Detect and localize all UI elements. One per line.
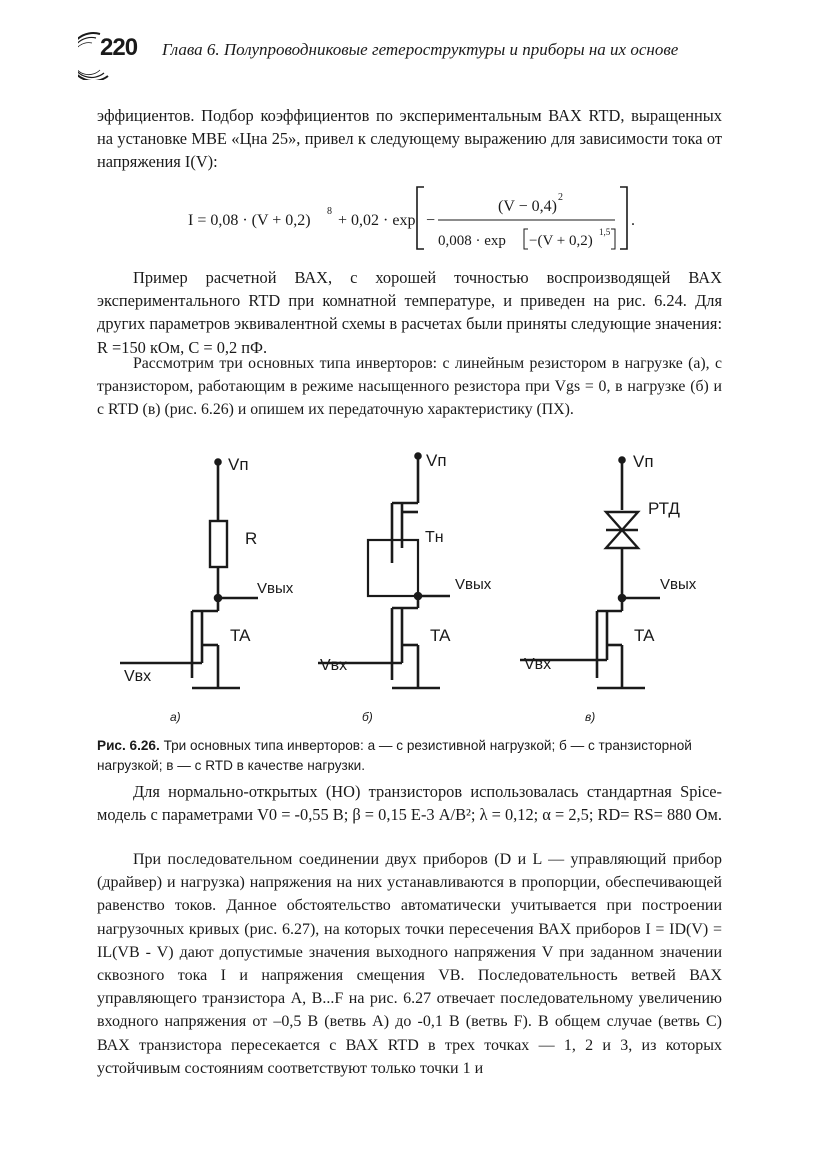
formula-lhs: I = 0,08 · (V + 0,2): [188, 212, 311, 229]
label-vin-a: Vвх: [124, 668, 152, 685]
circuit-b: [318, 454, 450, 689]
sublabel-a: а): [170, 710, 181, 724]
page-header: [78, 28, 718, 80]
circuit-c: [520, 458, 660, 689]
label-vin-b: Vвх: [320, 657, 348, 674]
figure-caption: [97, 736, 722, 776]
label-ta-a: TA: [230, 626, 251, 645]
label-vp-c: Vп: [633, 452, 654, 471]
formula-mid: + 0,02 · exp: [338, 212, 416, 229]
formula-numerator-exp: 2: [558, 192, 563, 203]
paragraph-2: Пример расчетной ВАХ, с хорошей точностью воспроизводящей ВАХ экспериментального RTD при комнатной температуре, и приведен на рис. 6.24. Для других параметров эквивалентной схемы в расчетах были приняты следующие значения: R =150 кОм, C = 0,2 пФ.: [97, 268, 722, 357]
label-ta-b: TA: [430, 626, 451, 645]
formula-exp1: 8: [327, 206, 332, 217]
sublabel-c: в): [585, 710, 596, 724]
label-tn: Tн: [425, 529, 444, 546]
inverter-circuits-figure: [100, 448, 740, 733]
label-vp-b: Vп: [426, 451, 447, 470]
label-ta-c: TA: [634, 626, 655, 645]
label-vp-a: Vп: [228, 455, 249, 474]
page-number: 220: [100, 34, 138, 61]
caption-label: Рис. 6.26.: [97, 738, 160, 753]
label-vin-c: Vвх: [524, 656, 552, 673]
formula-period: .: [631, 212, 635, 229]
formula-denominator-b: −(V + 0,2): [529, 233, 593, 249]
circuit-a: [120, 460, 258, 689]
paragraph-5: При последовательном соединении двух приборов (D и L — управляющий прибор (драйвер) и нагрузка) напряжения на них устанавливаются в пропорции, обеспечивающей равенство токов. Данное обстоятельство автоматически учитывается при построении нагрузочных кривых (рис. 6.27), на которых точки пересечения ВАХ приборов I = ID(V) = IL(VB - V) дают допустимые значения выходного напряжения V при заданном значении сквозного тока I и напряжения смещения VB. Последовательность ветвей ВАХ управляющего транзистора A, B...F на рис. 6.27 отвечает последовательному увеличению входного напряжения от –0,5 В (ветвь A) до -0,1 В (ветвь F). В общем случае (ветвь C) ВАХ транзистора пересекается с ВАХ RTD в трех точках — 1, 2 и 3, из которых устойчивым состояниям соответствуют только точки 1 и: [97, 851, 722, 1077]
current-voltage-formula: [188, 183, 648, 253]
formula-minus: −: [426, 212, 436, 229]
label-vout-c: Vвых: [660, 576, 697, 593]
formula-denominator-a: 0,008 · exp: [438, 233, 506, 249]
paragraph-3: Рассмотрим три основных типа инверторов: с линейным резистором в нагрузке (а), с транзистором, работающим в режиме насыщенного резистора при Vgs = 0, в нагрузке (б) и с RTD (в) (рис. 6.26) и опишем их передаточную характеристику (ПХ).: [97, 355, 722, 419]
label-vout-b: Vвых: [455, 576, 492, 593]
formula-numerator: (V − 0,4): [498, 198, 557, 215]
paragraph-4: Для нормально-открытых (НО) транзисторов использовалась стандартная Spice-модель с параметрами V0 = -0,55 В; β = 0,15 Е-3 А/В²; λ = 0,12; α = 2,5; RD= RS= 880 Ом.: [97, 782, 722, 825]
label-vout-a: Vвых: [257, 580, 294, 597]
sublabel-b: б): [362, 710, 373, 724]
chapter-title: Глава 6. Полупроводниковые гетероструктуры и приборы на их основе: [162, 40, 679, 59]
label-rtd: РТД: [648, 499, 680, 518]
caption-text: Три основных типа инверторов: а — с резистивной нагрузкой; б — с транзисторной нагрузкой; в — с RTD в качестве нагрузки.: [97, 738, 692, 773]
paragraph-1: эффициентов. Подбор коэффициентов по экспериментальным ВАХ RTD, выращенных на установке MBE «Цна 25», привел к следующему выражению для зависимости тока от напряжения I(V):: [97, 106, 722, 172]
label-r: R: [245, 529, 258, 548]
formula-denominator-exp: 1,5: [599, 227, 611, 237]
